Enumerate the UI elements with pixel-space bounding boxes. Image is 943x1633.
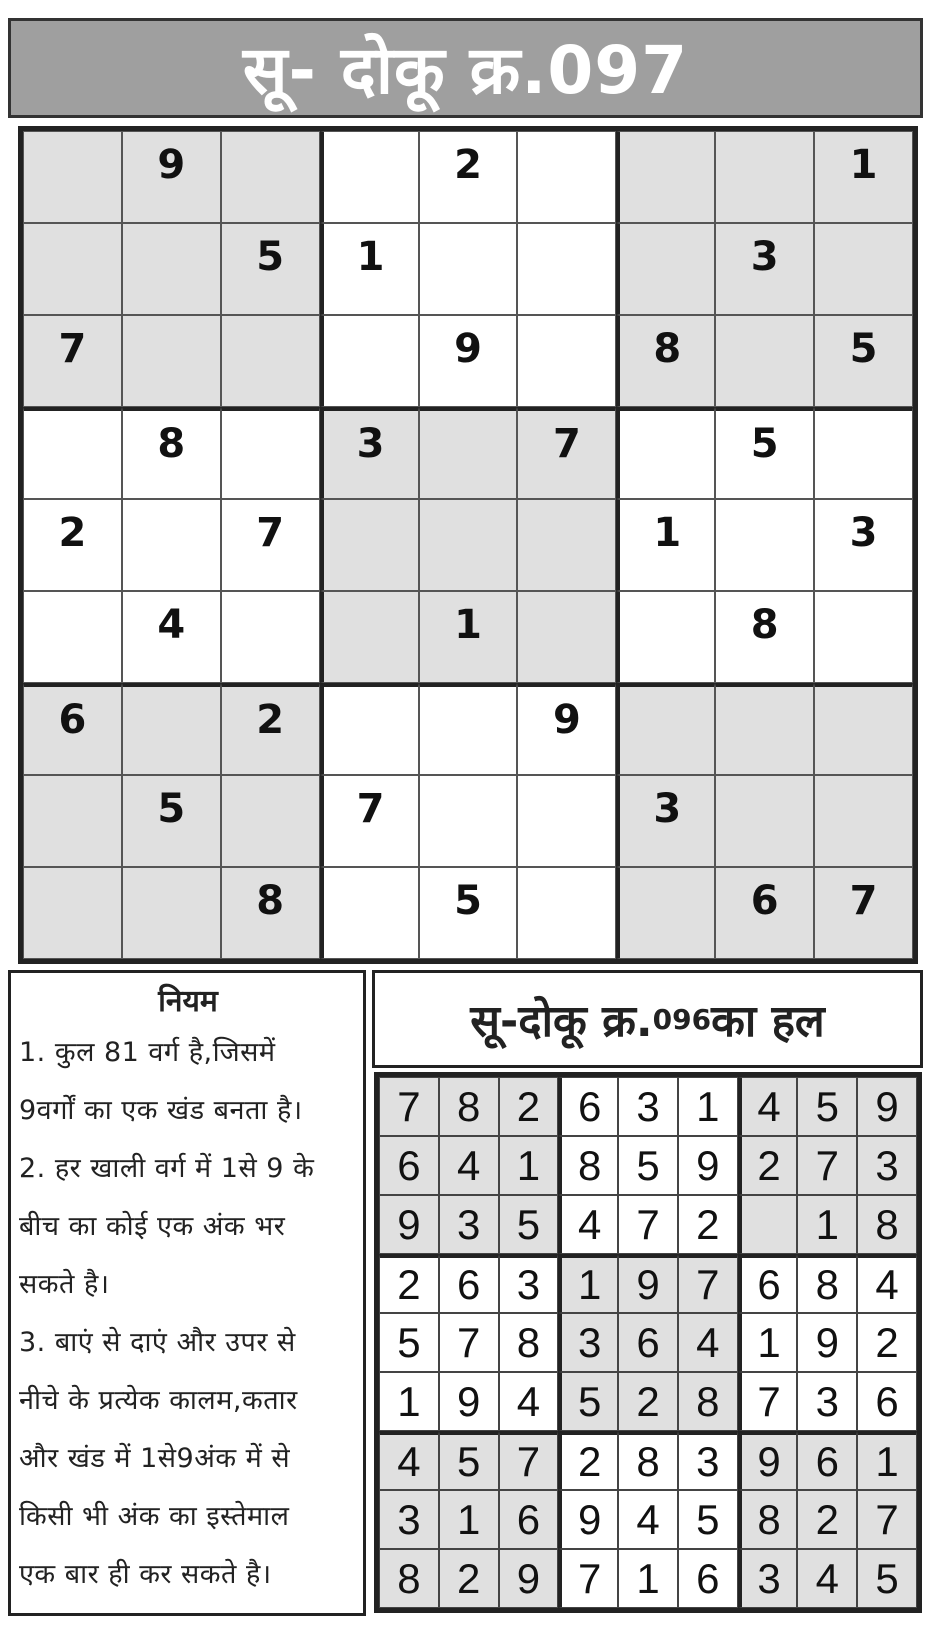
solution-cell-r3c3: 5 xyxy=(499,1195,559,1254)
puzzle-cell-r7c2[interactable] xyxy=(122,683,221,775)
puzzle-cell-r5c4[interactable] xyxy=(320,499,419,591)
solution-cell-r3c6: 2 xyxy=(678,1195,738,1254)
solution-cell-r4c8: 8 xyxy=(797,1254,857,1313)
puzzle-cell-r1c4[interactable] xyxy=(320,131,419,223)
solution-cell-r5c9: 2 xyxy=(857,1313,917,1372)
solution-title-part1: सू-दोकू क्र. xyxy=(470,996,653,1047)
puzzle-cell-r4c6[interactable]: 7 xyxy=(517,407,616,499)
puzzle-cell-r3c1[interactable]: 7 xyxy=(23,315,122,407)
puzzle-cell-r5c7[interactable]: 1 xyxy=(616,499,715,591)
solution-cell-r5c2: 7 xyxy=(439,1313,499,1372)
solution-cell-r4c2: 6 xyxy=(439,1254,499,1313)
solution-cell-r2c2: 4 xyxy=(439,1136,499,1195)
puzzle-cell-r7c4[interactable] xyxy=(320,683,419,775)
puzzle-cell-r6c7[interactable] xyxy=(616,591,715,683)
puzzle-cell-r9c6[interactable] xyxy=(517,867,616,959)
solution-cell-r9c1: 8 xyxy=(379,1549,439,1608)
solution-cell-r8c9: 7 xyxy=(857,1490,917,1549)
puzzle-cell-r5c8[interactable] xyxy=(715,499,814,591)
solution-cell-r7c4: 2 xyxy=(558,1431,618,1490)
solution-cell-r9c2: 2 xyxy=(439,1549,499,1608)
rules-panel xyxy=(8,970,366,1616)
puzzle-cell-r9c3[interactable]: 8 xyxy=(221,867,320,959)
puzzle-cell-r3c4[interactable] xyxy=(320,315,419,407)
solution-cell-r5c6: 4 xyxy=(678,1313,738,1372)
puzzle-cell-r8c4[interactable]: 7 xyxy=(320,775,419,867)
puzzle-cell-r2c6[interactable] xyxy=(517,223,616,315)
solution-cell-r8c3: 6 xyxy=(499,1490,559,1549)
solution-cell-r5c4: 3 xyxy=(558,1313,618,1372)
solution-cell-r2c9: 3 xyxy=(857,1136,917,1195)
puzzle-cell-r7c1[interactable]: 6 xyxy=(23,683,122,775)
puzzle-cell-r6c3[interactable] xyxy=(221,591,320,683)
puzzle-cell-r4c7[interactable] xyxy=(616,407,715,499)
puzzle-cell-r9c5[interactable]: 5 xyxy=(419,867,518,959)
puzzle-cell-r8c5[interactable] xyxy=(419,775,518,867)
puzzle-cell-r2c1[interactable] xyxy=(23,223,122,315)
solution-cell-r6c8: 3 xyxy=(797,1372,857,1431)
rules-line: 2. हर खाली वर्ग में 1से 9 के xyxy=(19,1153,315,1184)
puzzle-cell-r3c3[interactable] xyxy=(221,315,320,407)
puzzle-cell-r9c2[interactable] xyxy=(122,867,221,959)
solution-cell-r8c8: 2 xyxy=(797,1490,857,1549)
solution-cell-r7c3: 7 xyxy=(499,1431,559,1490)
puzzle-cell-r5c1[interactable]: 2 xyxy=(23,499,122,591)
rules-line: 9वर्गों का एक खंड बनता है। xyxy=(19,1095,303,1126)
puzzle-cell-r2c3[interactable]: 5 xyxy=(221,223,320,315)
solution-cell-r3c1: 9 xyxy=(379,1195,439,1254)
puzzle-cell-r1c6[interactable] xyxy=(517,131,616,223)
puzzle-cell-r4c4[interactable]: 3 xyxy=(320,407,419,499)
puzzle-title: सू- दोकू क्र.097 xyxy=(242,32,689,109)
solution-cell-r7c2: 5 xyxy=(439,1431,499,1490)
puzzle-cell-r6c9[interactable] xyxy=(814,591,913,683)
solution-cell-r1c7: 4 xyxy=(738,1077,798,1136)
puzzle-cell-r3c6[interactable] xyxy=(517,315,616,407)
solution-cell-r9c7: 3 xyxy=(738,1549,798,1608)
rules-line: 1. कुल 81 वर्ग है,जिसमें xyxy=(19,1037,276,1068)
solution-cell-r2c4: 8 xyxy=(558,1136,618,1195)
solution-cell-r3c4: 4 xyxy=(558,1195,618,1254)
puzzle-cell-r6c5[interactable]: 1 xyxy=(419,591,518,683)
puzzle-cell-r4c2[interactable]: 8 xyxy=(122,407,221,499)
puzzle-cell-r5c5[interactable] xyxy=(419,499,518,591)
solution-cell-r8c6: 5 xyxy=(678,1490,738,1549)
solution-cell-r8c2: 1 xyxy=(439,1490,499,1549)
puzzle-cell-r7c8[interactable] xyxy=(715,683,814,775)
puzzle-cell-r8c6[interactable] xyxy=(517,775,616,867)
solution-cell-r4c1: 2 xyxy=(379,1254,439,1313)
puzzle-cell-r8c7[interactable]: 3 xyxy=(616,775,715,867)
solution-cell-r4c4: 1 xyxy=(558,1254,618,1313)
solution-cell-r9c8: 4 xyxy=(797,1549,857,1608)
rules-line: नीचे के प्रत्येक कालम,कतार xyxy=(19,1385,298,1416)
puzzle-cell-r8c3[interactable] xyxy=(221,775,320,867)
solution-cell-r8c5: 4 xyxy=(618,1490,678,1549)
solution-cell-r7c6: 3 xyxy=(678,1431,738,1490)
solution-grid xyxy=(374,1072,922,1613)
title-bar xyxy=(8,18,923,118)
solution-cell-r3c5: 7 xyxy=(618,1195,678,1254)
puzzle-cell-r6c1[interactable] xyxy=(23,591,122,683)
puzzle-cell-r4c3[interactable] xyxy=(221,407,320,499)
puzzle-cell-r1c1[interactable] xyxy=(23,131,122,223)
solution-cell-r3c2: 3 xyxy=(439,1195,499,1254)
puzzle-cell-r2c2[interactable] xyxy=(122,223,221,315)
puzzle-cell-r5c9[interactable]: 3 xyxy=(814,499,913,591)
rules-line: बीच का कोई एक अंक भर xyxy=(19,1211,286,1242)
solution-cell-r6c7: 7 xyxy=(738,1372,798,1431)
solution-cell-r1c5: 3 xyxy=(618,1077,678,1136)
solution-cell-r9c5: 1 xyxy=(618,1549,678,1608)
puzzle-cell-r5c3[interactable]: 7 xyxy=(221,499,320,591)
puzzle-cell-r1c5[interactable]: 2 xyxy=(419,131,518,223)
puzzle-cell-r6c4[interactable] xyxy=(320,591,419,683)
solution-cell-r6c6: 8 xyxy=(678,1372,738,1431)
solution-cell-r1c3: 2 xyxy=(499,1077,559,1136)
solution-title-part2: का हल xyxy=(711,996,825,1047)
puzzle-cell-r4c9[interactable] xyxy=(814,407,913,499)
puzzle-cell-r8c2[interactable]: 5 xyxy=(122,775,221,867)
puzzle-cell-r7c5[interactable] xyxy=(419,683,518,775)
solution-cell-r8c4: 9 xyxy=(558,1490,618,1549)
solution-cell-r2c3: 1 xyxy=(499,1136,559,1195)
rules-line: सकते है। xyxy=(19,1269,110,1300)
solution-cell-r1c9: 9 xyxy=(857,1077,917,1136)
solution-cell-r3c8: 1 xyxy=(797,1195,857,1254)
solution-cell-r4c3: 3 xyxy=(499,1254,559,1313)
solution-cell-r6c1: 1 xyxy=(379,1372,439,1431)
solution-cell-r1c2: 8 xyxy=(439,1077,499,1136)
puzzle-cell-r4c1[interactable] xyxy=(23,407,122,499)
puzzle-cell-r3c2[interactable] xyxy=(122,315,221,407)
solution-cell-r8c1: 3 xyxy=(379,1490,439,1549)
puzzle-cell-r3c9[interactable]: 5 xyxy=(814,315,913,407)
solution-title-number: 096 xyxy=(652,1002,712,1036)
puzzle-cell-r1c3[interactable] xyxy=(221,131,320,223)
puzzle-cell-r8c8[interactable] xyxy=(715,775,814,867)
solution-cell-r2c6: 9 xyxy=(678,1136,738,1195)
puzzle-cell-r1c2[interactable]: 9 xyxy=(122,131,221,223)
solution-cell-r5c1: 5 xyxy=(379,1313,439,1372)
solution-cell-r7c1: 4 xyxy=(379,1431,439,1490)
solution-cell-r8c7: 8 xyxy=(738,1490,798,1549)
puzzle-cell-r6c6[interactable] xyxy=(517,591,616,683)
rules-line: किसी भी अंक का इस्तेमाल xyxy=(19,1501,290,1532)
solution-cell-r1c8: 5 xyxy=(797,1077,857,1136)
puzzle-cell-r7c7[interactable] xyxy=(616,683,715,775)
puzzle-cell-r6c8[interactable]: 8 xyxy=(715,591,814,683)
puzzle-cell-r7c3[interactable]: 2 xyxy=(221,683,320,775)
solution-cell-r6c9: 6 xyxy=(857,1372,917,1431)
solution-cell-r5c5: 6 xyxy=(618,1313,678,1372)
solution-cell-r9c4: 7 xyxy=(558,1549,618,1608)
puzzle-cell-r5c6[interactable] xyxy=(517,499,616,591)
puzzle-cell-r8c9[interactable] xyxy=(814,775,913,867)
puzzle-cell-r2c5[interactable] xyxy=(419,223,518,315)
puzzle-cell-r4c5[interactable] xyxy=(419,407,518,499)
solution-cell-r4c6: 7 xyxy=(678,1254,738,1313)
solution-cell-r5c3: 8 xyxy=(499,1313,559,1372)
puzzle-cell-r3c8[interactable] xyxy=(715,315,814,407)
puzzle-cell-r1c8[interactable] xyxy=(715,131,814,223)
solution-cell-r7c7: 9 xyxy=(738,1431,798,1490)
solution-cell-r4c9: 4 xyxy=(857,1254,917,1313)
solution-cell-r7c9: 1 xyxy=(857,1431,917,1490)
puzzle-grid xyxy=(18,126,918,964)
rules-line: 3. बाएं से दाएं और उपर से xyxy=(19,1327,296,1358)
puzzle-cell-r1c9[interactable]: 1 xyxy=(814,131,913,223)
puzzle-cell-r9c7[interactable] xyxy=(616,867,715,959)
puzzle-cell-r3c5[interactable]: 9 xyxy=(419,315,518,407)
puzzle-cell-r3c7[interactable]: 8 xyxy=(616,315,715,407)
solution-cell-r3c9: 8 xyxy=(857,1195,917,1254)
puzzle-cell-r2c8[interactable]: 3 xyxy=(715,223,814,315)
solution-cell-r1c1: 7 xyxy=(379,1077,439,1136)
solution-cell-r7c5: 8 xyxy=(618,1431,678,1490)
solution-cell-r1c4: 6 xyxy=(558,1077,618,1136)
solution-cell-r4c5: 9 xyxy=(618,1254,678,1313)
puzzle-cell-r9c8[interactable]: 6 xyxy=(715,867,814,959)
solution-cell-r6c2: 9 xyxy=(439,1372,499,1431)
solution-cell-r6c4: 5 xyxy=(558,1372,618,1431)
puzzle-cell-r7c9[interactable] xyxy=(814,683,913,775)
solution-cell-r9c3: 9 xyxy=(499,1549,559,1608)
solution-cell-r2c8: 7 xyxy=(797,1136,857,1195)
puzzle-cell-r6c2[interactable]: 4 xyxy=(122,591,221,683)
puzzle-cell-r2c9[interactable] xyxy=(814,223,913,315)
solution-cell-r6c5: 2 xyxy=(618,1372,678,1431)
solution-cell-r4c7: 6 xyxy=(738,1254,798,1313)
rules-line: और खंड में 1से9अंक में से xyxy=(19,1443,291,1474)
rules-line: एक बार ही कर सकते है। xyxy=(19,1559,272,1590)
solution-title xyxy=(372,970,923,1068)
rules-title: नियम xyxy=(158,984,218,1019)
puzzle-cell-r2c4[interactable]: 1 xyxy=(320,223,419,315)
solution-cell-r5c7: 1 xyxy=(738,1313,798,1372)
puzzle-cell-r7c6[interactable]: 9 xyxy=(517,683,616,775)
solution-cell-r6c3: 4 xyxy=(499,1372,559,1431)
puzzle-cell-r5c2[interactable] xyxy=(122,499,221,591)
solution-cell-r2c7: 2 xyxy=(738,1136,798,1195)
solution-cell-r1c6: 1 xyxy=(678,1077,738,1136)
puzzle-cell-r4c8[interactable]: 5 xyxy=(715,407,814,499)
solution-cell-r2c1: 6 xyxy=(379,1136,439,1195)
puzzle-cell-r8c1[interactable] xyxy=(23,775,122,867)
solution-cell-r9c9: 5 xyxy=(857,1549,917,1608)
puzzle-cell-r9c4[interactable] xyxy=(320,867,419,959)
puzzle-cell-r9c9[interactable]: 7 xyxy=(814,867,913,959)
solution-cell-r2c5: 5 xyxy=(618,1136,678,1195)
solution-cell-r9c6: 6 xyxy=(678,1549,738,1608)
puzzle-cell-r1c7[interactable] xyxy=(616,131,715,223)
solution-cell-r3c7 xyxy=(738,1195,798,1254)
puzzle-cell-r9c1[interactable] xyxy=(23,867,122,959)
solution-cell-r7c8: 6 xyxy=(797,1431,857,1490)
puzzle-cell-r2c7[interactable] xyxy=(616,223,715,315)
solution-cell-r5c8: 9 xyxy=(797,1313,857,1372)
